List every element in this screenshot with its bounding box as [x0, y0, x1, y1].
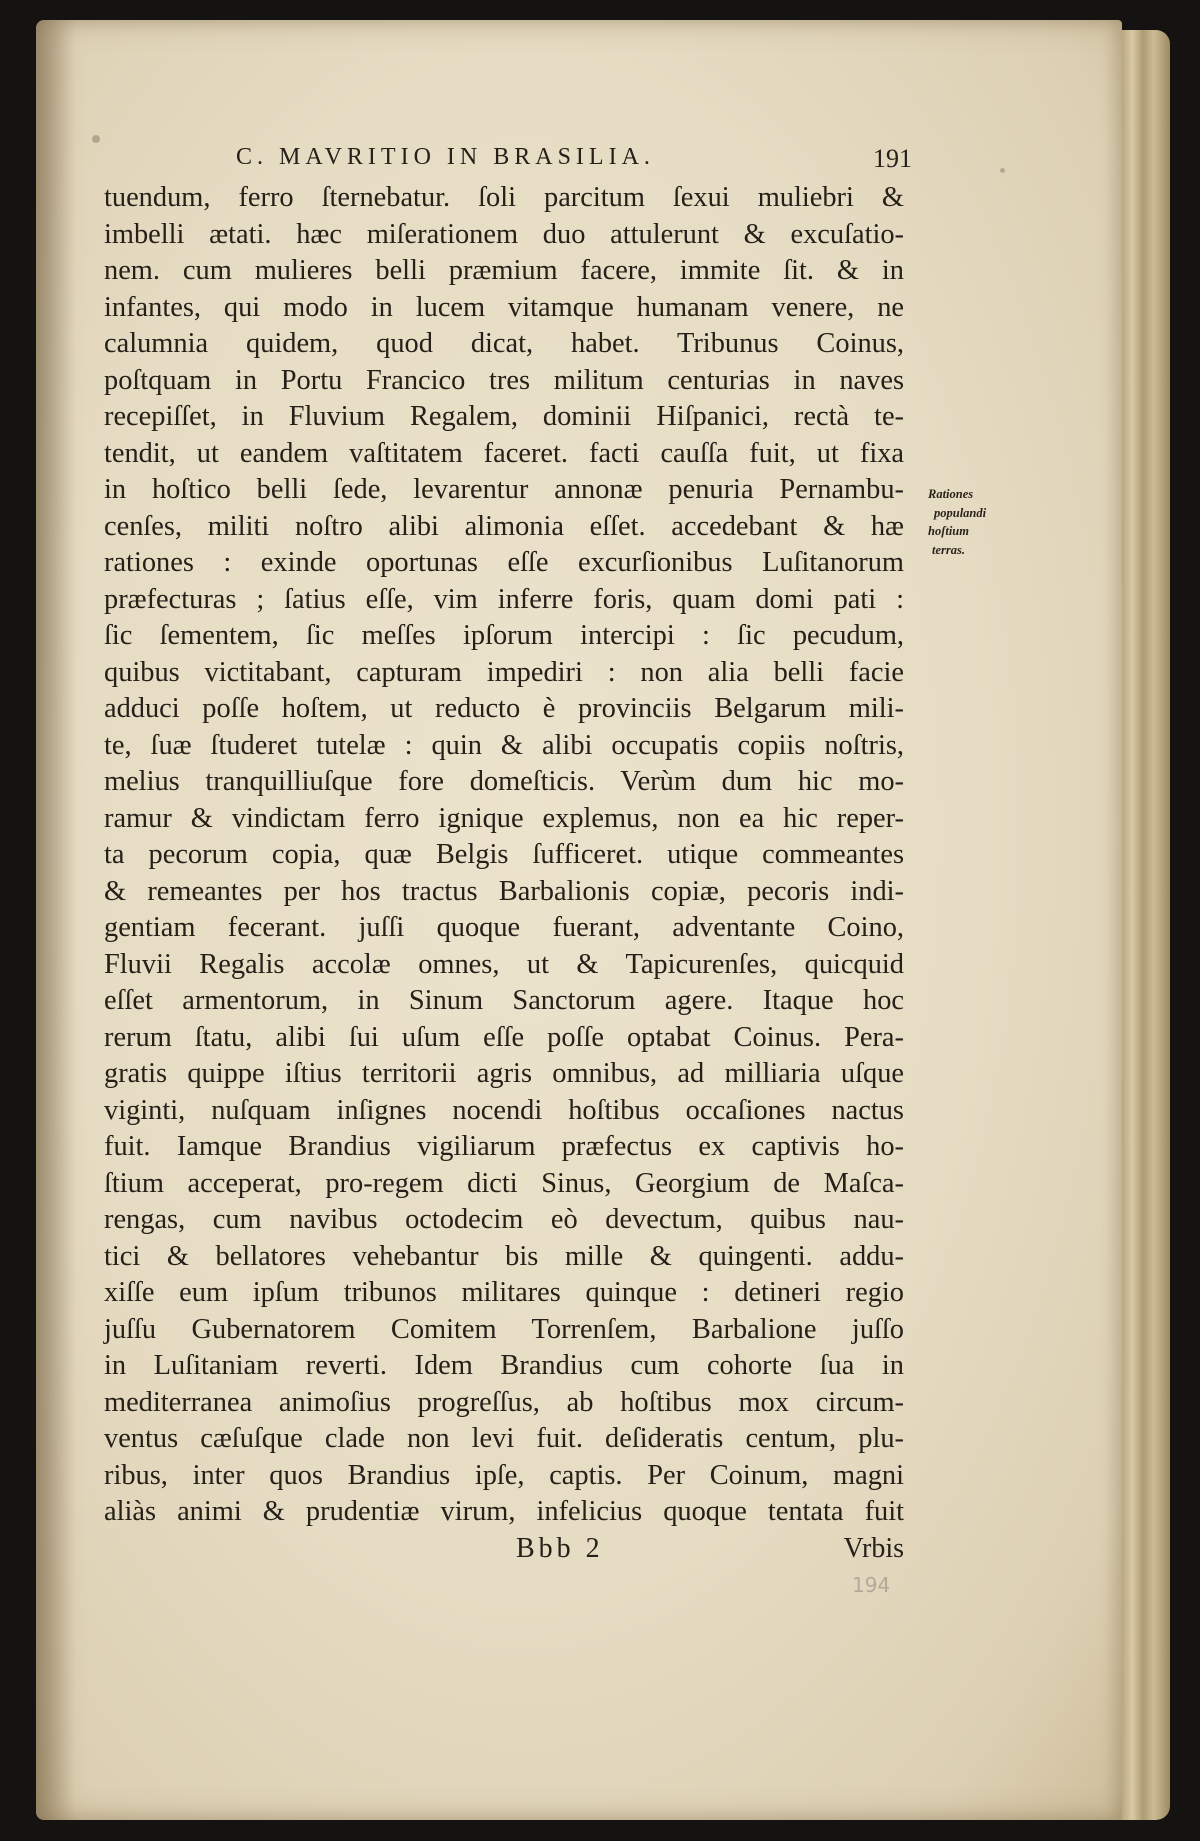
text-line: ta pecorum copia, quæ Belgis ſufficeret. utique commeantes: [104, 839, 904, 870]
paper-speck: [92, 135, 100, 143]
text-line: xiſſe eum ipſum tribunos militares quinque : detineri regio: [104, 1277, 904, 1308]
text-line: rationes : exinde oportunas eſſe excurſionibus Luſitanorum: [104, 547, 904, 578]
text-line: rengas, cum navibus octodecim eò devectum, quibus nau-: [104, 1204, 904, 1235]
text-line: ſic ſementem, ſic meſſes ipſorum intercipi : ſic pecudum,: [104, 620, 904, 651]
body-text: [104, 180, 904, 1531]
marginal-note-line: hoſtium: [928, 524, 969, 538]
text-line: ſtium acceperat, pro-regem dicti Sinus, Georgium de Maſca-: [104, 1167, 904, 1199]
text-line: imbelli ætati. hæc miſerationem duo attulerunt & excuſatio-: [104, 218, 904, 250]
text-line: in Luſitaniam reverti. Idem Brandius cum cohorte ſua in: [104, 1350, 904, 1381]
text-line: gentiam fecerant. juſſi quoque fuerant, adventante Coino,: [104, 912, 904, 943]
text-line: in hoſtico belli ſede, levarentur annonæ penuria Pernambu-: [104, 474, 904, 505]
text-line: aliàs animi & prudentiæ virum, infelicius quoque tentata fuit: [104, 1496, 904, 1527]
marginal-note: [928, 485, 998, 559]
text-line: adduci poſſe hoſtem, ut reducto è provinciis Belgarum mili-: [104, 693, 904, 724]
paper-speck: [1000, 168, 1005, 173]
signature-mark: Bbb 2: [516, 1532, 604, 1564]
pencil-folio: 194: [852, 1573, 891, 1597]
text-line: fuit. Iamque Brandius vigiliarum præfectus ex captivis ho-: [104, 1131, 904, 1162]
text-line: calumnia quidem, quod dicat, habet. Tribunus Coinus,: [104, 328, 904, 359]
text-line: viginti, nuſquam inſignes nocendi hoſtibus occaſiones nactus: [104, 1094, 904, 1126]
gutter-shadow: [36, 20, 76, 1820]
running-head-title: C. MAVRITIO IN BRASILIA.: [236, 144, 655, 170]
marginal-note-line: Rationes: [928, 487, 974, 501]
text-line: poſtquam in Portu Francico tres militum centurias in naves: [104, 364, 904, 396]
running-head: [104, 140, 912, 180]
text-line: quibus victitabant, capturam impediri : non alia belli facie: [104, 656, 904, 688]
page-number: 191: [873, 144, 912, 173]
text-line: nem. cum mulieres belli præmium facere, immite ſit. & in: [104, 255, 904, 286]
text-line: & remeantes per hos tractus Barbalionis copiæ, pecoris indi-: [104, 875, 904, 907]
text-line: melius tranquilliuſque fore domeſticis. Verùm dum hic mo-: [104, 766, 904, 797]
text-line: te, ſuæ ſtuderet tutelæ : quin & alibi occupatis copiis noſtris,: [104, 729, 904, 761]
marginal-note-line: populandi: [934, 505, 987, 520]
text-line: cenſes, militi noſtro alibi alimonia eſſet. accedebant & hæ: [104, 510, 904, 542]
text-line: tendit, ut eandem vaſtitatem faceret. facti cauſſa fuit, ut fixa: [104, 437, 904, 469]
text-line: ramur & vindictam ferro ignique explemus, non ea hic reper-: [104, 802, 904, 834]
page-text: [104, 140, 912, 1573]
text-line: mediterranea animoſius progreſſus, ab hoſtibus mox circum-: [104, 1386, 904, 1418]
text-line: ventus cæſuſque clade non levi fuit. deſideratis centum, plu-: [104, 1423, 904, 1454]
text-line: infantes, qui modo in lucem vitamque humanam venere, ne: [104, 291, 904, 323]
page-footer: [104, 1533, 904, 1573]
text-line: ribus, inter quos Brandius ipſe, captis. Per Coinum, magni: [104, 1459, 904, 1491]
text-line: rerum ſtatu, alibi ſui uſum eſſe poſſe optabat Coinus. Pera-: [104, 1021, 904, 1053]
text-line: Fluvii Regalis accolæ omnes, ut & Tapicurenſes, quicquid: [104, 948, 904, 980]
text-line: eſſet armentorum, in Sinum Sanctorum agere. Itaque hoc: [104, 985, 904, 1016]
text-line: tuendum, ferro ſternebatur. ſoli parcitum ſexui muliebri &: [104, 182, 904, 213]
text-line: juſſu Gubernatorem Comitem Torrenſem, Barbalione juſſo: [104, 1313, 904, 1345]
text-line: recepiſſet, in Fluvium Regalem, dominii Hiſpanici, rectà te-: [104, 401, 904, 432]
marginal-note-line: terras.: [932, 542, 965, 557]
catchword: Vrbis: [843, 1532, 904, 1564]
text-line: præfecturas ; ſatius eſſe, vim inferre foris, quam domi pati :: [104, 583, 904, 615]
text-line: tici & bellatores vehebantur bis mille & quingenti. addu-: [104, 1240, 904, 1272]
text-line: gratis quippe iſtius territorii agris omnibus, ad milliaria uſque: [104, 1058, 904, 1089]
